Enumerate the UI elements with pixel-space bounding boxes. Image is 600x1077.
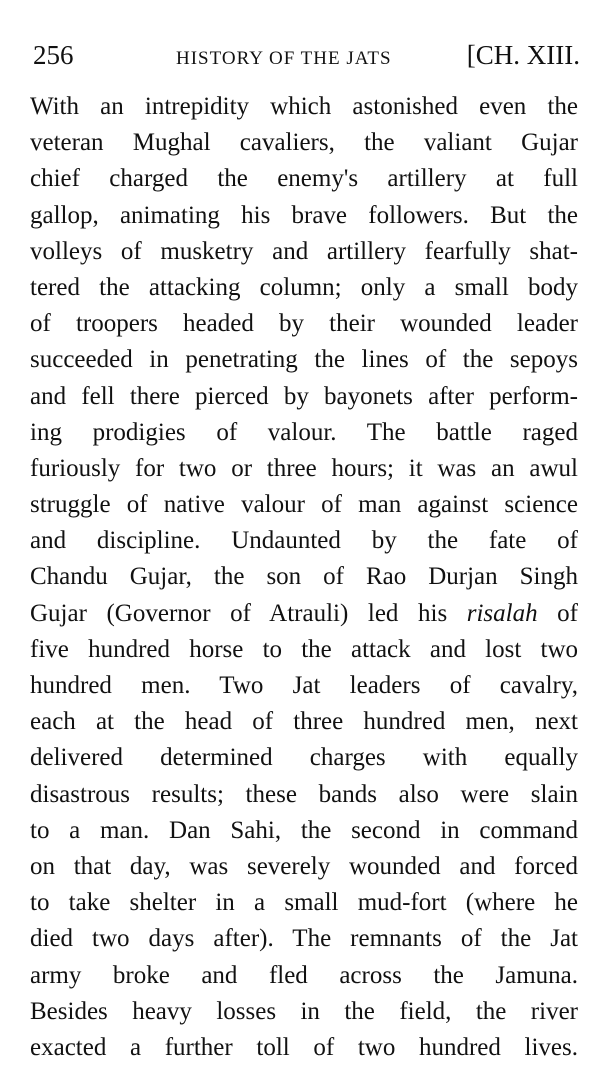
running-head	[33, 40, 580, 80]
text-line: five hundred horse to the attack and lost two	[30, 635, 578, 663]
text-line: succeeded in penetrating the lines of the sepoys	[30, 346, 578, 374]
text-line: disastrous results; these bands also were slain	[30, 780, 578, 808]
text-line: army broke and fled across the Jamuna.	[30, 961, 578, 989]
text-line: Besides heavy losses in the field, the river	[30, 997, 578, 1025]
text-line: delivered determined charges with equally	[30, 744, 578, 772]
page-number: 256	[33, 40, 74, 70]
text-line: With an intrepidity which astonished even the	[30, 93, 578, 120]
italic-term: risalah	[466, 599, 538, 627]
text-line: to a man. Dan Sahi, the second in command	[30, 816, 578, 844]
text-line: and fell there pierced by bayonets after perform-	[30, 382, 578, 410]
text-line: each at the head of three hundred men, next	[30, 708, 578, 736]
text-line: Gujar (Governor of Atrauli) led his risalah of	[30, 599, 578, 627]
text-line: exacted a further toll of two hundred lives.	[30, 1033, 578, 1061]
text-line: veteran Mughal cavaliers, the valiant Gujar	[30, 129, 578, 157]
running-title: HISTORY OF THE JATS	[176, 48, 392, 69]
text-line: Chandu Gujar, the son of Rao Durjan Singh	[30, 563, 578, 591]
text-line: ing prodigies of valour. The battle raged	[30, 418, 578, 446]
text-line: and discipline. Undaunted by the fate of	[30, 527, 578, 555]
text-line: hundred men. Two Jat leaders of cavalry,	[30, 672, 578, 699]
text-line: of troopers headed by their wounded leader	[30, 310, 578, 338]
chapter-reference: [CH. XIII.	[466, 40, 580, 70]
text-line: died two days after). The remnants of the Jat	[30, 925, 578, 953]
text-line: furiously for two or three hours; it was an awul	[30, 454, 578, 482]
text-line: to take shelter in a small mud-fort (where he	[30, 889, 578, 917]
text-line: struggle of native valour of man against science	[30, 491, 578, 519]
text-line: chief charged the enemy's artillery at full	[30, 165, 578, 193]
text-line: on that day, was severely wounded and forced	[30, 852, 578, 880]
text-line: volleys of musketry and artillery fearfully shat-	[30, 237, 578, 265]
body-paragraph	[30, 89, 578, 1066]
text-line: gallop, animating his brave followers. But the	[30, 201, 578, 229]
text-line: tered the attacking column; only a small body	[30, 273, 578, 301]
